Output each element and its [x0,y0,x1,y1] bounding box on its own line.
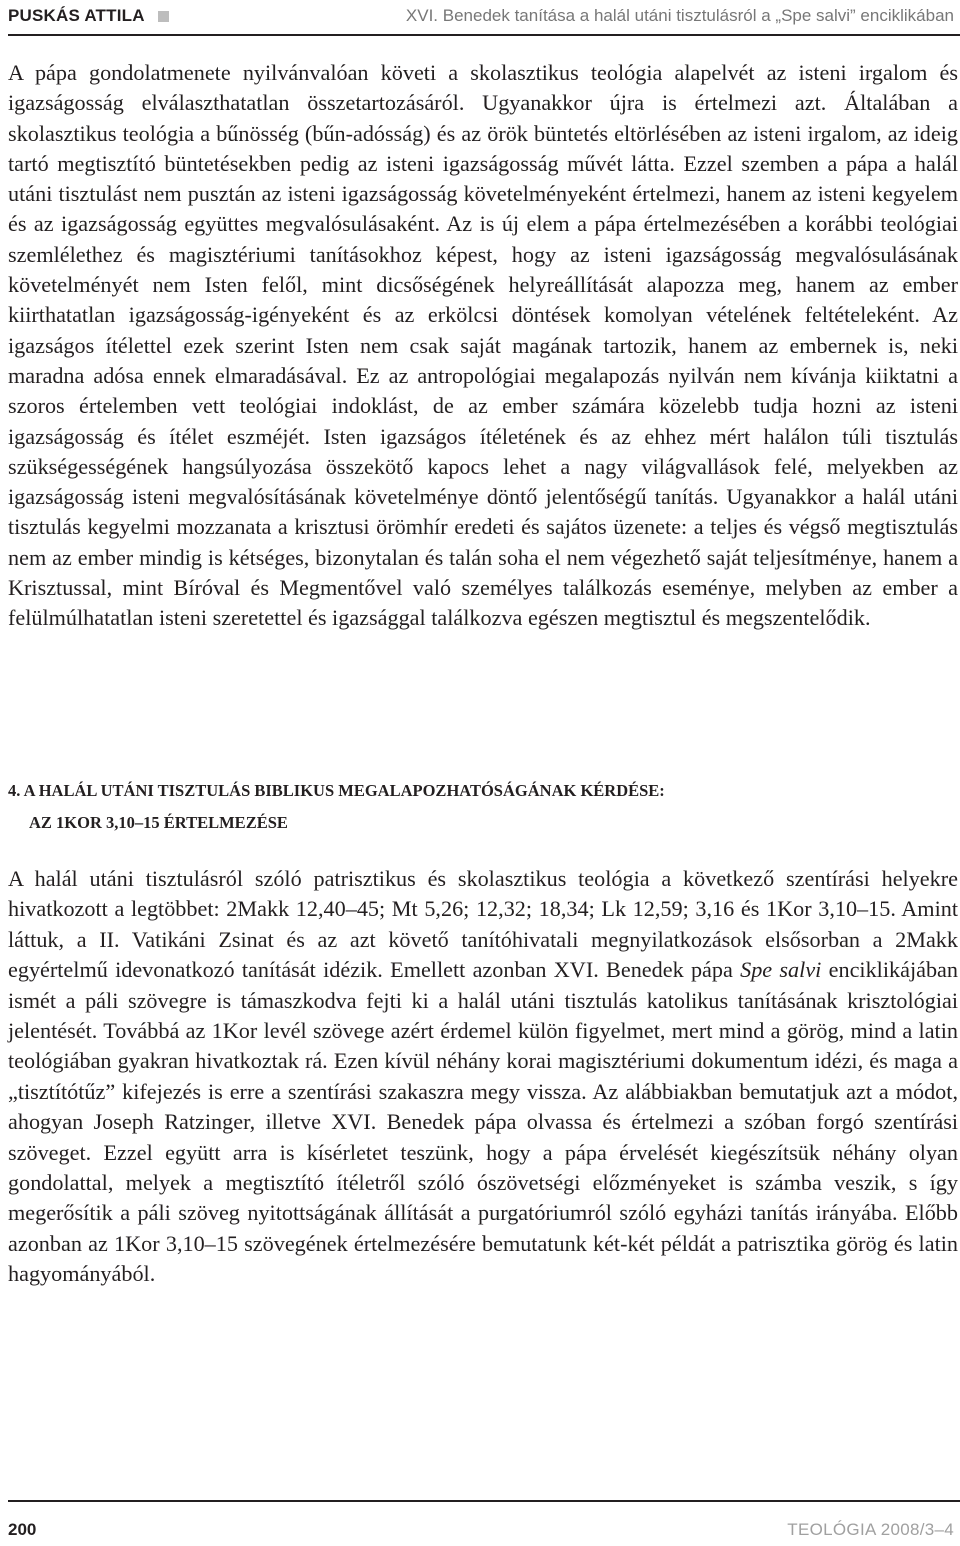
header-running-title: XVI. Benedek tanítása a halál utáni tisztulásról a „Spe salvi” enciklikában [405,6,954,25]
section-heading [8,775,958,839]
encyclical-title: Spe salvi [740,957,822,983]
paragraph-text-2 [8,864,958,1290]
section-heading-line-1: 4. A HALÁL UTÁNI TISZTULÁS BIBLIKUS MEGALAPOZHATÓSÁGÁNAK KÉRDÉSE: [8,781,665,800]
header-square-icon [158,11,169,22]
page-footer [8,1500,960,1546]
header-author: PUSKÁS ATTILA [8,6,145,25]
paragraph-text: A pápa gondolatmenete nyilvánvalóan követi a skolasztikus teológia alapelvét az isteni irgalom és igazságosság elválaszthatatlan összetartozásáról. Ugyanakkor újra is értelmezi azt. Általában a skolasztikus teológia a bűnösség (bűn-adósság) és az örök büntetés eltörlésében az isteni irgalom, az ideig tartó megtisztító büntetésekben pedig az isteni igazságosság művét látta. Ezzel szemben a pápa a halál utáni tisztulást nem pusztán az isteni igazságosság követelményeként értelmezi, hanem az isteni kegyelem és az igazságosság együttes megvalósulásaként. Az is új elem a pápa értelmezésében a korábbi teológiai szemlélethez és magisztériumi tanításokhoz képest, hogy az isteni igazságosság megvalósulásának követelményét nem Isten felől, mint dicsőségének helyreállítását alapozza meg, hanem az ember kiirthatatlan igazságosság-igényeként és az erkölcsi döntések komolyan vételének feltételeként. Az igazságos ítélettel ezek szerint Isten nem csak saját magának tartozik, hanem az embernek is, neki maradna adósa ennek elmaradásával. Ez az antropológiai megalapozás nyilván nem kívánja kiiktatni a szoros értelemben vett teológiai indoklást, de az ember számára közelebb tudja hozni az isteni igazságosság és ítélet eszméjét. Isten igazságos ítéletének és az ehhez mért halálon túli tisztulás szükségességének hangsúlyozása összekötő kapocs lehet a nagy világvallások felé, melyekben az igazságosság isteni megvalósításának követelménye döntő jelentőségű tanítás. Ugyanakkor a halál utáni tisztulás kegyelmi mozzanata a krisztusi örömhír eredeti és sajátos üzenete: a teljes és végső megtisztulás nem az ember mindig is kétséges, bizonytalan és talán soha el nem végezhető saját teljesítménye, hanem a Krisztussal, mint Bíróval és Megmentővel való személyes találkozás eseménye, melyben az ember a felülmúlhatatlan isteni szeretettel és igazsággal találkozva egészen megtisztul és megszentelődik. [8,60,958,631]
page-number: 200 [8,1520,37,1539]
body-paragraph-2 [8,864,958,1290]
running-header [8,0,960,36]
paragraph-2-part-1: A halál utáni tisztulásról szóló patrisztikus és skolasztikus teológia a következő szentírási helyekre hivatkozott a legtöbbet: 2Makk 12,40–45; Mt 5,26; 12,32; 18,34; Lk 12,59; 3,16 és 1Kor 3,10–15. Amint láttuk, a II. Vatikáni Zsinat és az azt követő tanítóhivatali megnyilatkozások elsősorban a 2Makk egyértelmű idevonatkozó tanítását idézik. Emellett azonban XVI. Benedek pápa [8,866,958,983]
section-heading-line-2: AZ 1KOR 3,10–15 ÉRTELMEZÉSE [29,813,288,832]
body-paragraph-1 [8,58,958,634]
journal-name: TEOLÓGIA 2008/3–4 [787,1520,954,1539]
paragraph-2-part-2: enciklikájában ismét a páli szövegre is támaszkodva fejti ki a halál utáni tisztulás katolikus tanításának krisztológiai jelentését. Továbbá az 1Kor levél szövege azért érdemel külön figyelmet, mert mind a görög, mind a latin teológiában gyakran hivatkoztak rá. Ezen kívül néhány korai magisztériumi dokumentum idézi, és maga a „tisztítótűz” kifejezés is erre a szentírási szakaszra megy vissza. Az alábbiakban bemutatjuk azt a módot, ahogyan Joseph Ratzinger, illetve XVI. Benedek pápa olvassa és értelmezi a szóban forgó szentírási szöveget. Ezzel együtt arra is kísérletet teszünk, hogy a pápa érvelését kiegészítsük néhány olyan gondolattal, melyek a megtisztító ítéletről szóló ószövetségi előzményeket is számba veszik, s így megerősítik a páli szöveg nyitottságának állítását a purgatóriumról szóló egyházi tanítás irányába. Előbb azonban az 1Kor 3,10–15 szövegének értelmezésére bemutatunk két-két példát a patrisztika görög és latin hagyományából. [8,957,958,1287]
